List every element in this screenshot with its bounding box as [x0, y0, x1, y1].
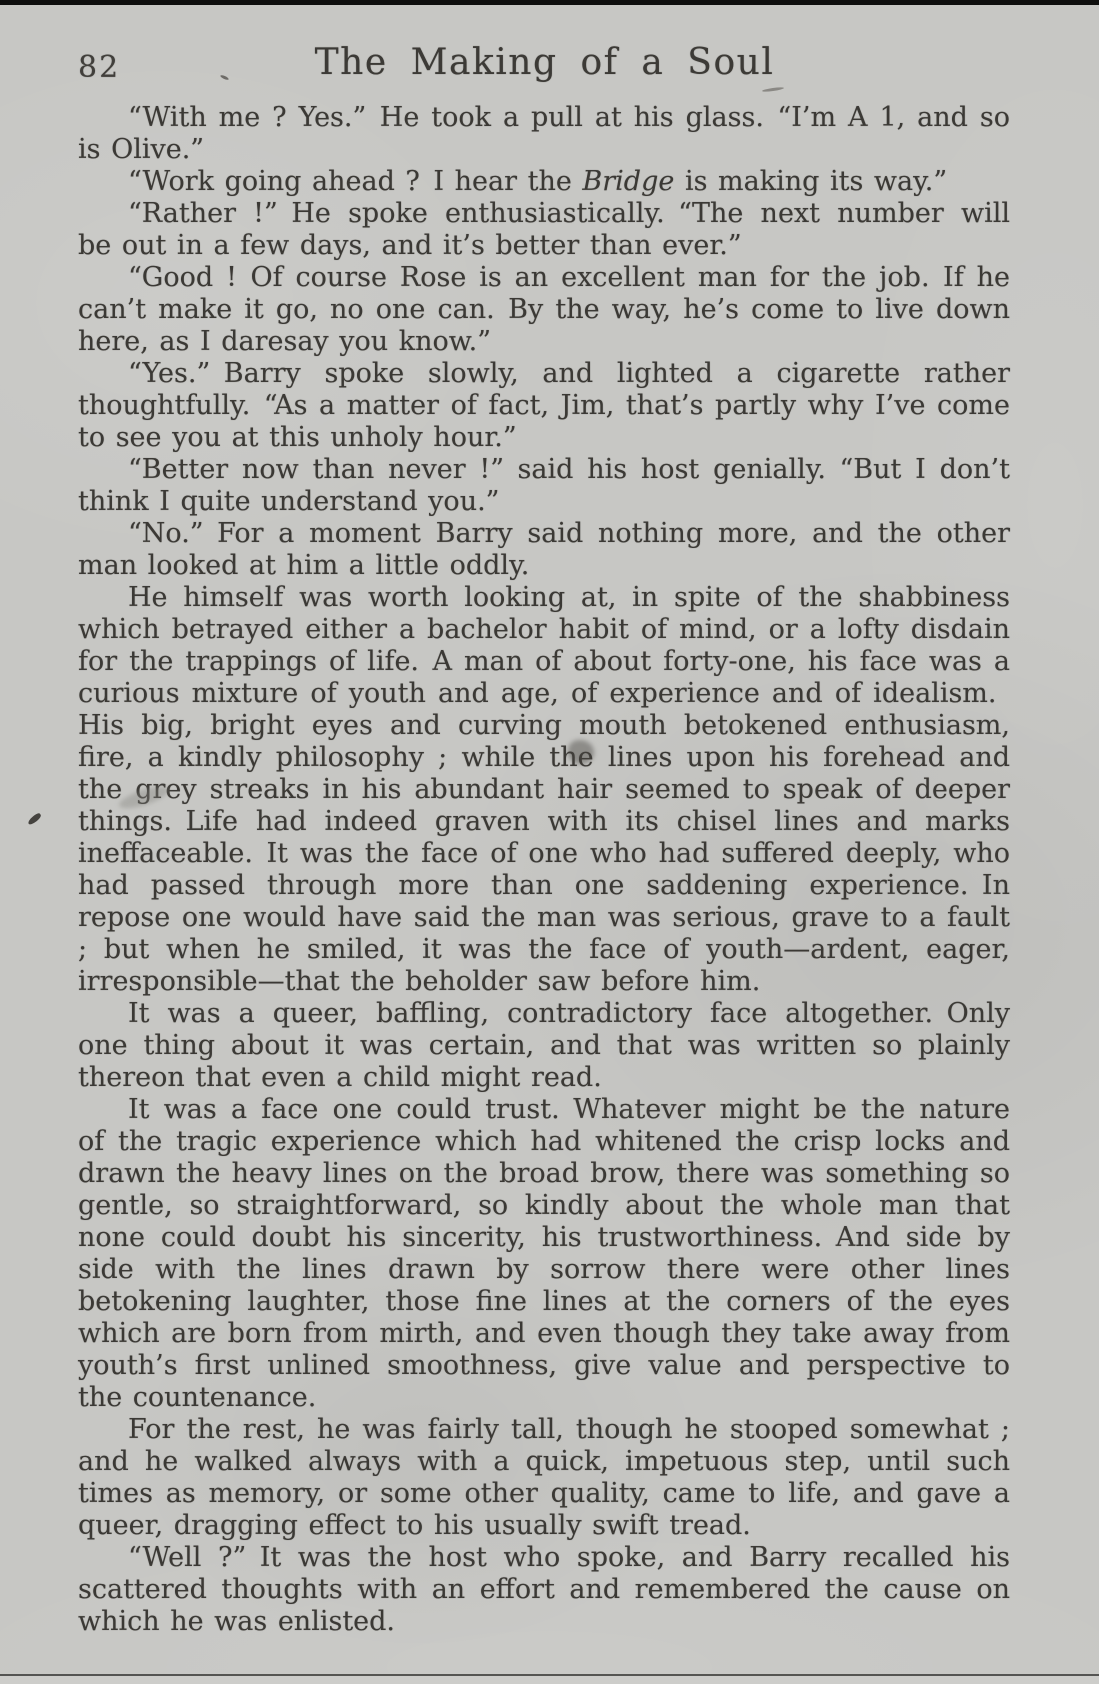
body-text	[78, 102, 1010, 1638]
page-header	[78, 42, 1011, 88]
page-number: 82	[78, 50, 121, 85]
paragraph: “Work going ahead ? I hear the Bridge is making its way.”	[128, 166, 948, 197]
paragraph: He himself was worth looking at, in spite of the shabbiness which betrayed either a bachelor habit of mind, or a lofty disdain for the trappings of life. A man of about forty-one, his face was a curious mixture of youth and age, of experience and of idealism. His big, bright eyes and curving mouth betokened enthusiasm, fire, a kindly philosophy ; while the lines upon his forehead and the grey streaks in his abundant hair seemed to speak of deeper things. Life had indeed graven with its chisel lines and marks ineffaceable. It was the face of one who had suffered deeply, who had passed through more than one saddening experience. In repose one would have said the man was serious, grave to a fault ; but when he smiled, it was the face of youth—ardent, eager, irresponsible—that the beholder saw before him.	[78, 582, 1010, 997]
paragraph: “Well ?” It was the host who spoke, and Barry recalled his scattered thoughts with an effort and remembered the cause on which he was enlisted.	[78, 1542, 1010, 1637]
paragraph: “No.” For a moment Barry said nothing more, and the other man looked at him a little oddly.	[78, 518, 1010, 581]
paragraph: “Rather !” He spoke enthusiastically. “The next number will be out in a few days, and it’s better than ever.”	[78, 198, 1010, 261]
paragraph: For the rest, he was fairly tall, though he stooped somewhat ; and he walked always with a quick, impetuous step, until such times as memory, or some other quality, came to life, and gave a queer, dragging effect to his usually swift tread.	[78, 1414, 1010, 1541]
page-title: The Making of a Soul	[314, 42, 775, 83]
scan-edge-bottom-margin	[0, 1676, 1099, 1684]
paragraph: “Yes.” Barry spoke slowly, and lighted a cigarette rather thoughtfully. “As a matter of fact, Jim, that’s partly why I’ve come to see you at this unholy hour.”	[78, 358, 1010, 453]
paragraph: It was a queer, baffling, contradictory face altogether. Only one thing about it was certain, and that was written so plainly thereon that even a child might read.	[78, 998, 1010, 1093]
paragraph: “Better now than never !” said his host genially. “But I don’t think I quite understand you.”	[78, 454, 1010, 517]
paragraph: It was a face one could trust. Whatever might be the nature of the tragic experience which had whitened the crisp locks and drawn the heavy lines on the broad brow, there was something so gentle, so straightforward, so kindly about the whole man that none could doubt his sincerity, his trustworthiness. And side by side with the lines drawn by sorrow there were other lines betokening laughter, those fine lines at the corners of the eyes which are born from mirth, and even though they take away from youth’s first unlined smoothness, give value and perspective to the countenance.	[78, 1094, 1010, 1413]
ink-blot	[568, 740, 594, 764]
paragraph: “With me ? Yes.” He took a pull at his glass. “I’m A 1, and so is Olive.”	[78, 102, 1010, 165]
paragraph: “Good ! Of course Rose is an excellent man for the job. If he can’t make it go, no one can. By the way, he’s come to live down here, as I daresay you know.”	[78, 262, 1010, 357]
